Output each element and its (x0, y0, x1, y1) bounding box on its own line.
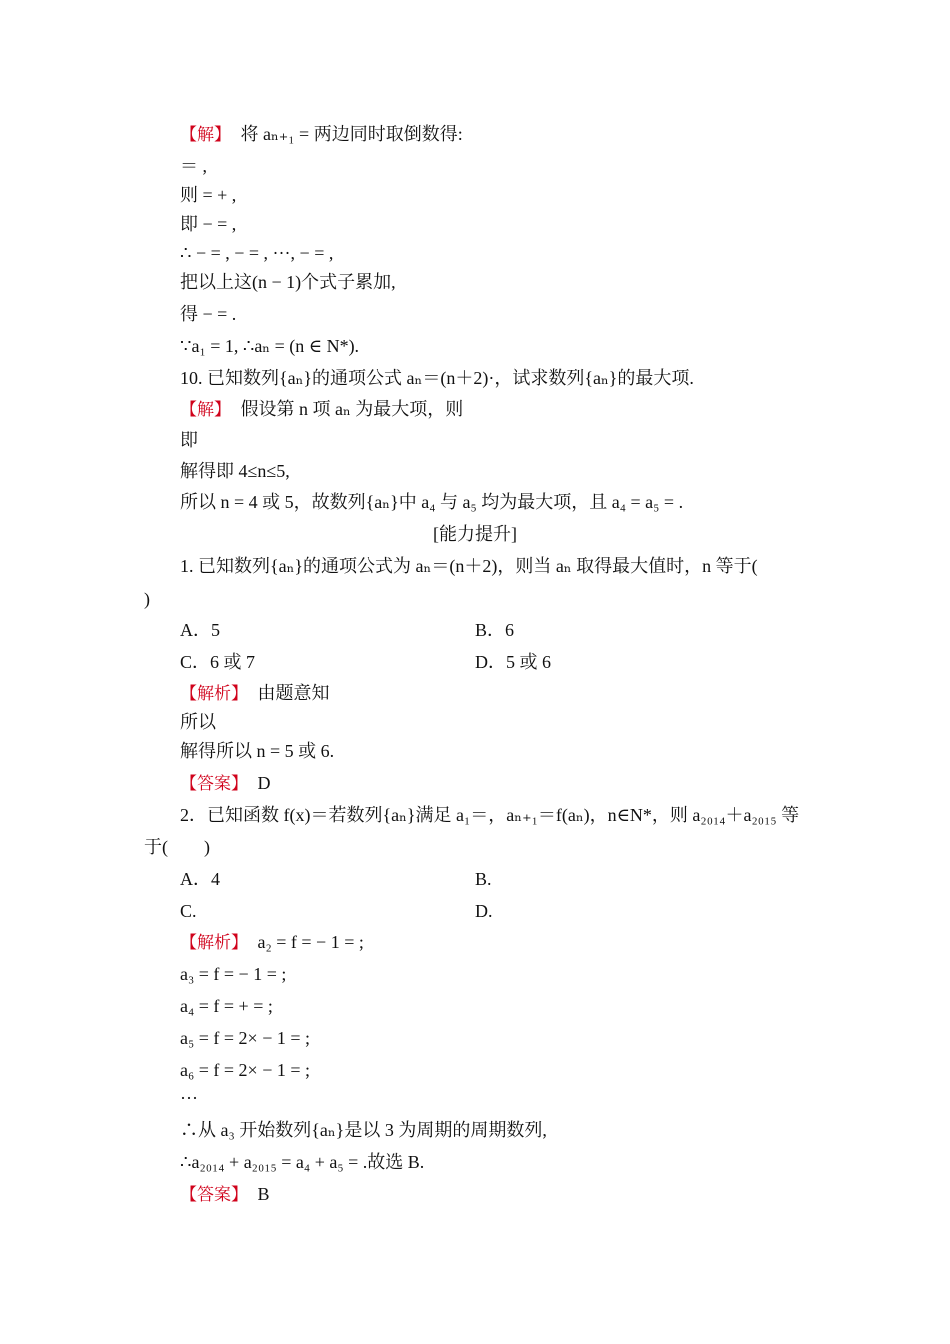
line-text: B (239, 1184, 270, 1204)
line-l1 (180, 122, 463, 147)
line-l9 (180, 366, 694, 390)
line-text: 假设第 n 项 aₙ 为最大项，则 (222, 399, 464, 419)
line-l25 (180, 1026, 310, 1050)
line-text: a₆ = f = 2× − 1 = ; (180, 1060, 311, 1080)
line-l2 (180, 154, 207, 178)
answer-tag: 【答案】 (180, 1185, 240, 1205)
line-text: 得 − = . (180, 304, 237, 324)
line-l16 (180, 681, 330, 706)
analysis-tag: 【解析】 (180, 684, 240, 704)
line-text: ∴a₂₀₁₄ + a₂₀₁₅ = a₄ + a₅ = .故选 B. (180, 1152, 425, 1172)
q1-option-c: C．6 或 7 (180, 652, 256, 672)
line-l12 (180, 459, 290, 483)
q1-option-b: B．6 (475, 620, 515, 640)
line-text: ∵a₁ = 1, ∴aₙ = (n ∈ N*). (180, 336, 360, 356)
line-l8 (180, 334, 359, 358)
line-l23 (180, 962, 286, 986)
line-l17 (180, 710, 216, 734)
line-l15 (144, 587, 150, 611)
q2-option-c: C. (180, 901, 197, 921)
line-l22 (180, 930, 364, 955)
section-heading: [能力提升] (433, 524, 517, 544)
line-l27 (180, 1086, 198, 1110)
line-l28 (180, 1118, 547, 1142)
line-text: ∴ − = , − = , ···, − = , (180, 243, 334, 263)
line-text: a₃ = f = − 1 = ; (180, 964, 287, 984)
line-text: ＝ , (180, 156, 207, 176)
solution-tag: 【解】 (180, 400, 223, 420)
line-l18 (180, 739, 334, 763)
line-text: a₄ = f = + = ; (180, 996, 273, 1016)
line-text: ··· (180, 1088, 198, 1108)
line-text: 于( ) (144, 837, 210, 857)
line-l20 (180, 803, 799, 827)
line-l10 (180, 397, 463, 422)
line-text: 10. 已知数列{aₙ}的通项公式 aₙ＝(n＋2)·，试求数列{aₙ}的最大项. (180, 368, 694, 388)
q1-option-d: D．5 或 6 (475, 652, 551, 672)
line-text: 将 aₙ₊₁ = 两边同时取倒数得: (222, 124, 463, 144)
line-l6 (180, 270, 396, 294)
answer-tag: 【答案】 (180, 774, 240, 794)
line-text: a₅ = f = 2× − 1 = ; (180, 1028, 311, 1048)
line-l4 (180, 212, 236, 236)
line-l11 (180, 428, 198, 452)
line-l19 (180, 771, 271, 796)
line-text: 1. 已知数列{aₙ}的通项公式为 aₙ＝(n＋2)，则当 aₙ 取得最大值时，n 等于( (180, 556, 758, 576)
line-text: 则 = + , (180, 185, 237, 205)
q2-option-a: A．4 (180, 869, 220, 889)
line-text: ) (144, 589, 150, 609)
line-text: 2．已知函数 f(x)＝若数列{aₙ}满足 a₁＝，aₙ₊₁＝f(aₙ)，n∈N*，则 a₂₀₁₄＋a₂₀₁₅ 等 (180, 805, 800, 825)
line-l30 (180, 1182, 270, 1207)
line-text: D (239, 773, 271, 793)
line-text: 所以 n = 4 或 5，故数列{aₙ}中 a₄ 与 a₅ 均为最大项，且 a₄ = a₅ = . (180, 492, 684, 512)
line-text: 把以上这(n − 1)个式子累加, (180, 272, 396, 292)
line-l13 (180, 490, 683, 514)
q1-option-a: A．5 (180, 620, 220, 640)
line-l7 (180, 302, 236, 326)
line-text: 解得即 4≤n≤5, (180, 461, 290, 481)
line-text: a₂ = f = − 1 = ; (239, 932, 364, 952)
line-text: 所以 (180, 712, 216, 732)
line-l3 (180, 183, 236, 207)
analysis-tag: 【解析】 (180, 933, 240, 953)
line-text: ∴从 a₃ 开始数列{aₙ}是以 3 为周期的周期数列, (180, 1120, 547, 1140)
line-l24 (180, 994, 273, 1018)
line-l26 (180, 1058, 310, 1082)
line-l29 (180, 1150, 424, 1174)
line-text: 解得所以 n = 5 或 6. (180, 741, 335, 761)
line-text: 即 − = , (180, 214, 237, 234)
line-l5 (180, 241, 333, 265)
line-l21 (144, 835, 210, 859)
solution-tag: 【解】 (180, 125, 223, 145)
q2-option-d: D. (475, 901, 493, 921)
line-l14 (180, 554, 758, 578)
line-text: 即 (180, 430, 198, 450)
q2-option-b: B. (475, 869, 492, 889)
line-text: 由题意知 (239, 683, 330, 703)
